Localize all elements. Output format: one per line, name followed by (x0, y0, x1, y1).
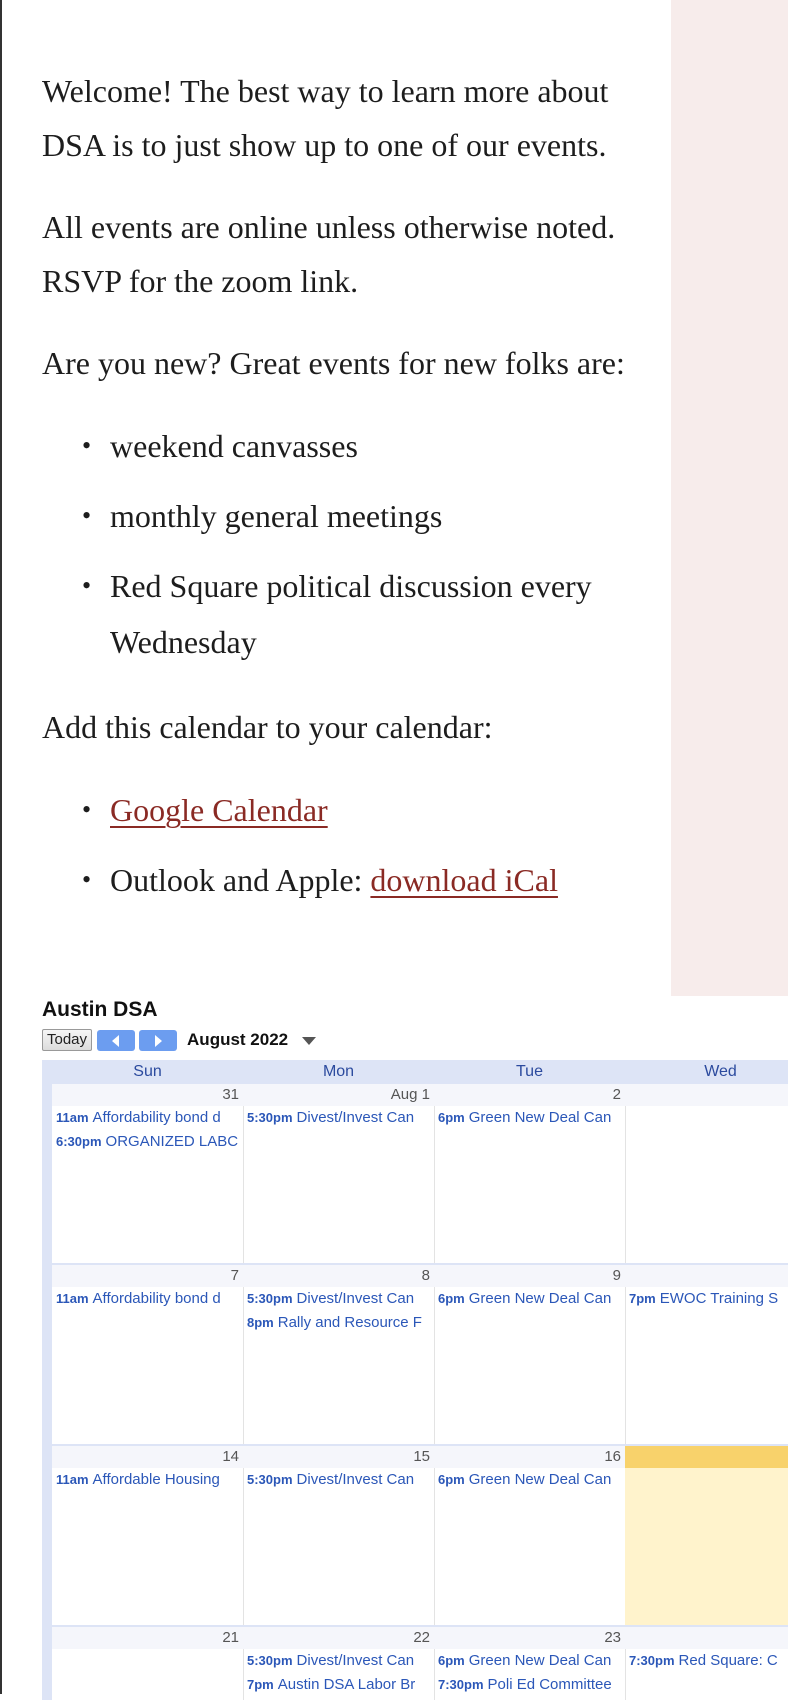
add-calendar-text: Add this calendar to your calendar: (42, 709, 493, 745)
event-title: Green New Deal Can (468, 1652, 612, 1669)
day-header-mon: Mon (322, 1063, 355, 1080)
event-time: 6pm (438, 1472, 465, 1487)
event-title: Divest/Invest Can (296, 1290, 415, 1307)
day-number: 23 (434, 1627, 625, 1649)
calendar-day-cell[interactable] (243, 1446, 435, 1625)
download-ical-link[interactable]: download iCal (370, 862, 558, 898)
day-number: 2 (434, 1084, 625, 1106)
calendar-day-cell[interactable] (434, 1084, 626, 1263)
event-title: Green New Deal Can (468, 1471, 612, 1488)
day-number: 15 (243, 1446, 434, 1468)
calendar-title: Austin DSA (42, 998, 158, 1021)
calendar-day-cell[interactable] (434, 1446, 626, 1625)
event-time: 8pm (247, 1315, 274, 1330)
event-time: 5:30pm (247, 1472, 293, 1487)
event-time: 5:30pm (247, 1653, 293, 1668)
event-title: Affordability bond d (92, 1290, 221, 1307)
day-number (625, 1265, 788, 1287)
event-time: 7pm (247, 1677, 274, 1692)
calendar-event[interactable] (434, 1287, 625, 1311)
calendar-widget (42, 996, 788, 1700)
calendar-event[interactable] (434, 1673, 625, 1697)
google-calendar-link[interactable]: Google Calendar (110, 792, 328, 828)
calendar-event[interactable] (434, 1468, 625, 1492)
calendar-day-cell[interactable] (52, 1446, 244, 1625)
day-number (625, 1446, 788, 1468)
day-number: 31 (52, 1084, 243, 1106)
event-time: 11am (56, 1110, 89, 1125)
calendar-day-cell[interactable] (243, 1627, 435, 1700)
event-title: Red Square: C (678, 1652, 778, 1669)
day-number: 9 (434, 1265, 625, 1287)
day-header-wed: Wed (704, 1063, 737, 1080)
event-time: 5:30pm (247, 1291, 293, 1306)
calendar-grid (42, 1060, 788, 1700)
welcome-text: Welcome! The best way to learn more about DSA is to just show up to one of our events. (42, 73, 609, 163)
calendar-event[interactable] (52, 1468, 243, 1492)
current-month-label[interactable]: August 2022 (187, 1030, 289, 1049)
day-header-tue: Tue (516, 1063, 543, 1080)
page-left-border (0, 0, 2, 1694)
day-number: 7 (52, 1265, 243, 1287)
calendar-week-row (52, 1084, 788, 1263)
event-title: Divest/Invest Can (296, 1471, 415, 1488)
calendar-event[interactable] (243, 1106, 434, 1130)
calendar-event[interactable] (434, 1649, 625, 1673)
prev-month-button[interactable] (97, 1030, 135, 1051)
intro-content (42, 64, 632, 938)
list-item (42, 852, 632, 908)
calendar-week-row (52, 1627, 788, 1700)
day-number: 21 (52, 1627, 243, 1649)
event-title: ORGANIZED LABC (105, 1133, 239, 1150)
calendar-links-list (42, 782, 632, 908)
calendar-day-cell[interactable] (434, 1265, 626, 1444)
calendar-day-cell[interactable] (52, 1084, 244, 1263)
event-time: 11am (56, 1291, 89, 1306)
day-number (625, 1084, 788, 1106)
calendar-event[interactable] (243, 1311, 434, 1335)
list-item: • weekend canvasses (42, 418, 632, 474)
sidebar-panel (671, 0, 788, 996)
day-number (625, 1627, 788, 1649)
event-time: 11am (56, 1472, 89, 1487)
event-title: Rally and Resource F (277, 1314, 422, 1331)
event-time: 6pm (438, 1653, 465, 1668)
day-header-sun: Sun (133, 1063, 162, 1080)
event-title: Affordable Housing (92, 1471, 220, 1488)
event-time: 5:30pm (247, 1110, 293, 1125)
calendar-event[interactable] (625, 1649, 788, 1673)
calendar-event[interactable] (52, 1287, 243, 1311)
calendar-event[interactable] (52, 1130, 243, 1154)
event-title: Green New Deal Can (468, 1290, 612, 1307)
day-number: 16 (434, 1446, 625, 1468)
new-folks-question: Are you new? Great events for new folks are: (42, 345, 625, 381)
day-number: Aug 1 (243, 1084, 434, 1106)
calendar-day-cell[interactable] (52, 1265, 244, 1444)
event-time: 7:30pm (629, 1653, 675, 1668)
calendar-day-cell[interactable] (434, 1627, 626, 1700)
calendar-day-cell[interactable] (625, 1627, 788, 1700)
calendar-day-cell[interactable] (625, 1265, 788, 1444)
event-title: Poli Ed Committee (487, 1676, 612, 1693)
event-time: 7pm (629, 1291, 656, 1306)
event-time: 6pm (438, 1291, 465, 1306)
outlook-apple-label: Outlook and Apple: (110, 862, 371, 898)
event-title: Affordability bond d (92, 1109, 221, 1126)
list-item (42, 782, 632, 838)
today-button[interactable]: Today (42, 1029, 92, 1051)
event-time: 7:30pm (438, 1677, 484, 1692)
event-title: Divest/Invest Can (296, 1652, 415, 1669)
caret-down-icon[interactable] (302, 1037, 316, 1045)
event-time: 6:30pm (56, 1134, 102, 1149)
calendar-event[interactable] (625, 1287, 788, 1311)
day-number: 22 (243, 1627, 434, 1649)
online-note-text: All events are online unless otherwise noted. RSVP for the zoom link. (42, 209, 616, 299)
day-number: 8 (243, 1265, 434, 1287)
calendar-event[interactable] (243, 1649, 434, 1673)
day-number: 14 (52, 1446, 243, 1468)
calendar-event[interactable] (243, 1468, 434, 1492)
calendar-week-row (52, 1265, 788, 1444)
new-events-list (42, 418, 632, 670)
calendar-day-cell[interactable] (243, 1084, 435, 1263)
event-time: 6pm (438, 1110, 465, 1125)
calendar-event[interactable] (434, 1106, 625, 1130)
next-month-button[interactable] (139, 1030, 177, 1051)
event-title: Green New Deal Can (468, 1109, 612, 1126)
list-item: • monthly general meetings (42, 488, 632, 544)
list-item: • Red Square political discussion every Wednesday (42, 558, 632, 670)
calendar-day-cell[interactable] (625, 1084, 788, 1263)
calendar-event[interactable] (243, 1673, 434, 1697)
calendar-toolbar (42, 1026, 788, 1054)
event-title: Divest/Invest Can (296, 1109, 415, 1126)
calendar-day-cell[interactable] (625, 1446, 788, 1625)
calendar-day-cell[interactable] (243, 1265, 435, 1444)
calendar-event[interactable] (52, 1106, 243, 1130)
calendar-day-cell[interactable] (52, 1627, 244, 1700)
calendar-week-row (52, 1446, 788, 1625)
calendar-event[interactable] (243, 1287, 434, 1311)
event-title: Austin DSA Labor Br (277, 1676, 416, 1693)
event-title: EWOC Training S (659, 1290, 779, 1307)
